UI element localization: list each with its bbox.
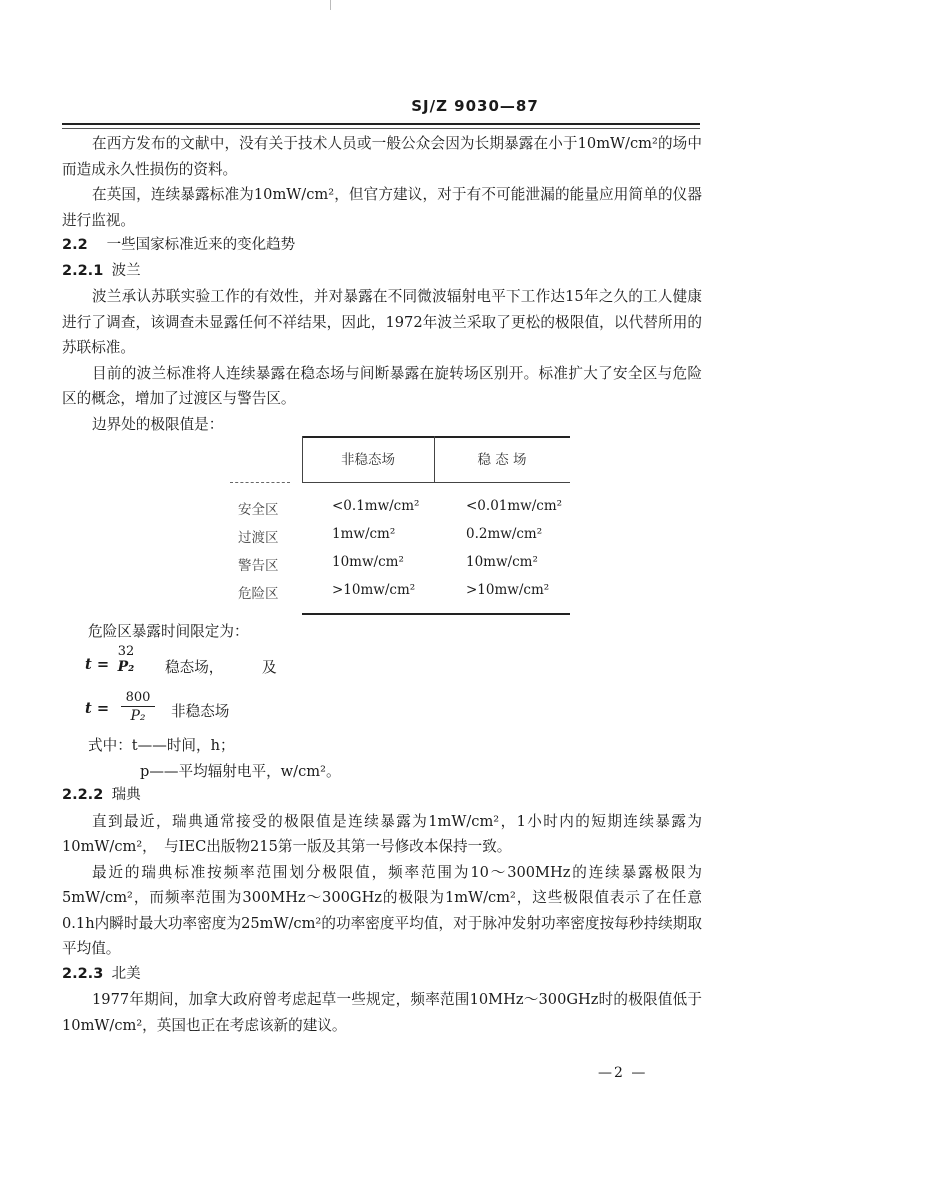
section-2-2-3-heading xyxy=(62,962,702,988)
paragraph-6: 危险区暴露时间限定为： xyxy=(88,623,249,640)
steady-value: 10mw/cm² xyxy=(466,554,538,570)
zone-label: 过渡区 xyxy=(238,530,279,546)
table-row xyxy=(230,582,570,610)
formula-steady xyxy=(85,644,385,684)
unsteady-value: 10mw/cm² xyxy=(332,554,404,570)
paragraph-3: 波兰承认苏联实验工作的有效性，并对暴露在不同微波辐射电平下工作达15年之久的工人健康进行了调查，该调查未显露任何不祥结果，因此，1972年波兰采取了更松的极限值，以代替所用的苏联标准。 xyxy=(62,288,702,356)
fraction-denominator: P₂ xyxy=(117,659,135,675)
formula-unsteady xyxy=(85,690,385,730)
header-unsteady: 非稳态场 xyxy=(341,452,395,468)
section-number: 2.2.2 xyxy=(62,787,104,803)
formula-tail: 及 xyxy=(262,659,277,676)
table-bottom-rule xyxy=(302,613,570,615)
exposure-limit-intro xyxy=(88,619,688,645)
paragraph-4: 目前的波兰标准将人连续暴露在稳态场与间断暴露在旋转场区别开。标准扩大了安全区与危险区的概念，增加了过渡区与警告区。 xyxy=(62,364,702,407)
fraction-numerator: 32 xyxy=(117,644,135,659)
steady-value: 0.2mw/cm² xyxy=(466,526,543,542)
formula-fraction xyxy=(113,644,139,675)
body-upper xyxy=(62,131,702,437)
page-header: SJ/Z 9030—87 xyxy=(411,97,539,115)
zone-label: 安全区 xyxy=(238,502,279,518)
scan-mark xyxy=(330,0,331,10)
formula-lhs: t = xyxy=(85,700,110,717)
fraction-denominator: P₂ xyxy=(130,708,146,724)
header-rule-thick xyxy=(62,123,700,125)
zone-label: 警告区 xyxy=(238,558,279,574)
paragraph-8: 最近的瑞典标准按频率范围划分极限值，频率范围为10～300MHz的连续暴露极限为5mW/cm²，而频率范围为300MHz～300GHz的极限为1mW/cm²，这些极限值表示了在任意0.1h内瞬时最大功率密度为25mW/cm²的功率密度平均值，对于脉冲发射功率密度按每秒持续期取平均值。 xyxy=(62,863,702,957)
page-number: —2 — xyxy=(598,1065,648,1081)
paragraph-9: 1977年期间，加拿大政府曾考虑起草一些规定，频率范围10MHz～300GHz时的极限值低于10mW/cm²，英国也正在考虑该新的建议。 xyxy=(62,991,702,1034)
formula-lhs: t = xyxy=(85,656,110,673)
paragraph-1: 在西方发布的文献中，没有关于技术人员或一般公众会因为长期暴露在小于10mW/cm²的场中而造成永久性损伤的资料。 xyxy=(62,135,702,178)
body-lower xyxy=(62,783,702,1038)
section-2-2-2-heading xyxy=(62,783,702,809)
fraction-numerator: 800 xyxy=(125,690,151,705)
header-steady: 稳 态 场 xyxy=(477,452,527,468)
section-number: 2.2.1 xyxy=(62,262,104,279)
formula-fraction xyxy=(121,690,155,724)
table-stub-rule xyxy=(230,482,290,483)
section-title: 波兰 xyxy=(111,262,141,279)
formula-legend xyxy=(88,733,688,784)
section-number: 2.2.3 xyxy=(62,965,104,982)
zone-label: 危险区 xyxy=(238,586,279,602)
table-header-rule xyxy=(302,482,570,483)
legend-time: 式中：t——时间，h； xyxy=(88,737,235,754)
table-row xyxy=(230,498,570,526)
paragraph-7: 直到最近，瑞典通常接受的极限值是连续暴露为1mW/cm²，1小时内的短期连续暴露为10mW/cm²， 与IEC出版物215第一版及其第一号修改本保持一致。 xyxy=(62,812,702,855)
unsteady-value: <0.1mw/cm² xyxy=(332,498,420,514)
section-title: 一些国家标准近来的变化趋势 xyxy=(106,237,296,253)
formula-label: 稳态场， xyxy=(165,659,224,676)
section-2-2-1-heading xyxy=(62,259,702,285)
header-rule-thin xyxy=(62,128,700,129)
table-top-rule xyxy=(302,436,570,438)
section-2-2-heading xyxy=(62,233,702,259)
section-number: 2.2 xyxy=(62,237,88,253)
legend-power: p——平均辐射电平，w/cm²。 xyxy=(140,762,341,780)
unsteady-value: >10mw/cm² xyxy=(332,582,416,598)
table-row xyxy=(230,526,570,554)
unsteady-value: 1mw/cm² xyxy=(332,526,396,542)
steady-value: <0.01mw/cm² xyxy=(466,498,563,514)
steady-value: >10mw/cm² xyxy=(466,582,550,598)
table-row xyxy=(230,554,570,582)
formula-label: 非稳态场 xyxy=(171,703,230,720)
section-title: 北美 xyxy=(111,965,141,982)
paragraph-5: 边界处的极限值是： xyxy=(92,415,224,433)
section-title: 瑞典 xyxy=(111,787,141,803)
paragraph-2: 在英国，连续暴露标准为10mW/cm²，但官方建议，对于有不可能泄漏的能量应用简单的仪器进行监视。 xyxy=(62,186,702,229)
fraction-bar xyxy=(121,706,155,707)
